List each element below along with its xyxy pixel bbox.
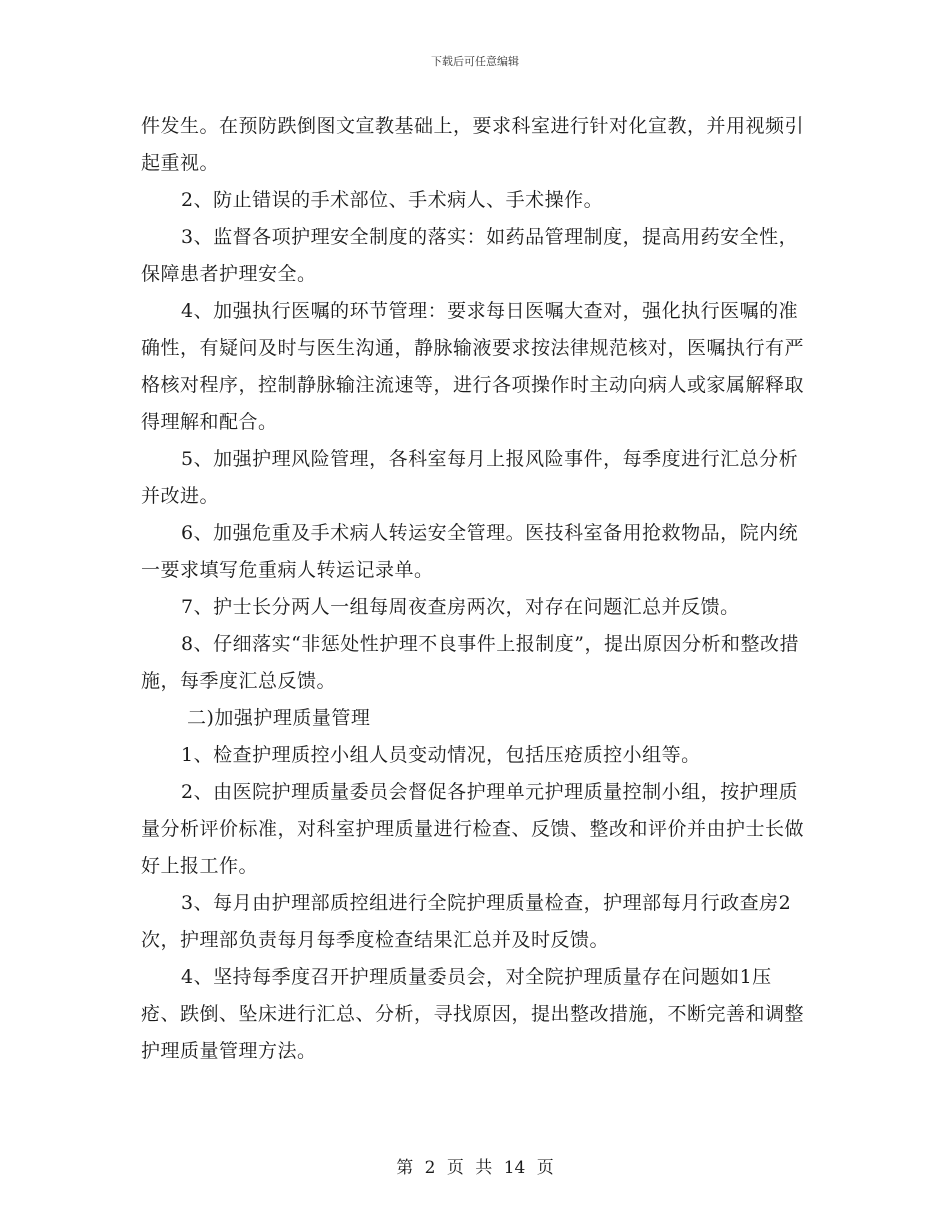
paragraph-quality-1: 1、检查护理质控小组人员变动情况，包括压疮质控小组等。 xyxy=(181,744,701,766)
paragraph-item-6: 6、加强危重及手术病人转运安全管理。医技科室备用抢救物品，院内统一要求填写危重病人转运记录单。 xyxy=(141,522,799,581)
paragraph-item-5: 5、加强护理风险管理，各科室每月上报风险事件，每季度进行汇总分析并改进。 xyxy=(141,448,799,507)
document-body xyxy=(141,108,809,1070)
paragraph-quality-2: 2、由医院护理质量委员会督促各护理单元护理质量控制小组，按护理质量分析评价标准，对科室护理质量进行检查、反馈、整改和评价并由护士长做好上报工作。 xyxy=(141,781,805,877)
paragraph-item-3: 3、监督各项护理安全制度的落实：如药品管理制度，提高用药安全性，保障患者护理安全。 xyxy=(141,226,799,285)
paragraph-quality-3: 3、每月由护理部质控组进行全院护理质量检查，护理部每月行政查房2次，护理部负责每月每季度检查结果汇总并及时反馈。 xyxy=(141,892,792,951)
paragraph-item-4: 4、加强执行医嘱的环节管理：要求每日医嘱大查对，强化执行医嘱的准确性，有疑问及时与医生沟通，静脉输液要求按法律规范核对，医嘱执行有严格核对程序，控制静脉输注流速等，进行各项操作时主动向病人或家属解释取得理解和配合。 xyxy=(141,300,805,433)
paragraph-item-7: 7、护士长分两人一组每周夜查房两次，对存在问题汇总并反馈。 xyxy=(181,596,740,618)
paragraph-item-2: 2、防止错误的手术部位、手术病人、手术操作。 xyxy=(181,189,604,211)
paragraph-item-8: 8、仔细落实“非惩处性护理不良事件上报制度”，提出原因分析和整改措施，每季度汇总反馈。 xyxy=(141,633,800,692)
page-header: 下载后可任意编辑 xyxy=(431,55,519,68)
page-number: 第 2 页 共 14 页 xyxy=(396,1158,554,1178)
section-heading: 二)加强护理质量管理 xyxy=(187,707,371,729)
paragraph-quality-4: 4、坚持每季度召开护理质量委员会，对全院护理质量存在问题如1压疮、跌倒、坠床进行汇总、分析，寻找原因，提出整改措施，不断完善和调整护理质量管理方法。 xyxy=(141,966,805,1062)
paragraph-continuation: 件发生。在预防跌倒图文宣教基础上，要求科室进行针对化宣教，并用视频引起重视。 xyxy=(141,115,805,174)
